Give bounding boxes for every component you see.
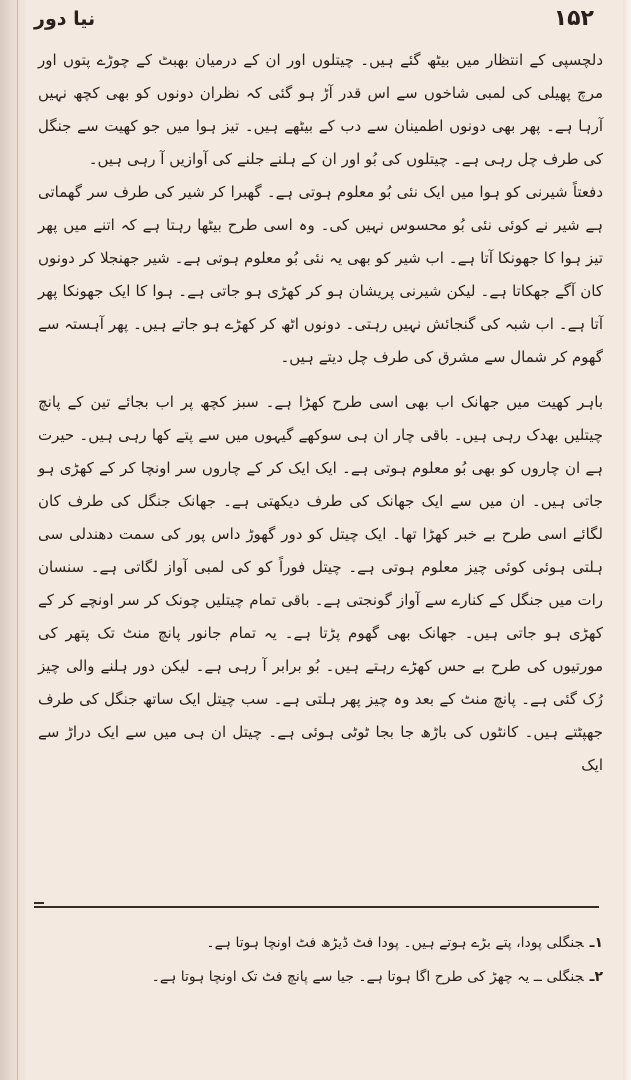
footnote-2	[60, 962, 603, 992]
paragraph-2: دفعتاً شیرنی کو ہوا میں ایک نئی بُو معلوم ہوتی ہے۔ گھبرا کر شیر کی طرف سر گھماتی ہے شیر نے کوئی نئی بُو محسوس نہیں کی۔ وہ اسی طرح بیٹھا رہتا ہے کہ اتنے میں پھر تیز ہوا کا جھونکا آتا ہے۔ اب شیر کو بھی یہ نئی بُو معلوم ہوتی ہے۔ شیر جھنجلا کر دونوں کان آگے جھکاتا ہے۔ لیکن شیرنی پریشان ہو کر کھڑی ہو جاتی ہے۔ ہوا کا ایک جھونکا پھر آتا ہے۔ اب شبہ کی گنجائش نہیں رہتی۔ دونوں اٹھ کر کھڑے ہو جاتے ہیں۔ پھر آہستہ سے گھوم کر شمال سے مشرق کی طرف چل دیتے ہیں۔	[38, 183, 603, 366]
footnotes	[60, 928, 603, 996]
page-edge	[623, 0, 631, 1080]
paragraph-1: دلچسپی کے انتظار میں بیٹھ گئے ہیں۔ چیتلوں اور ان کے درمیان بھبٹ کے چوڑے پتوں اور مرچ پھیلی کی لمبی شاخوں سے اس قدر آڑ ہو گئی کہ نظران دونوں کو بھی کچھ نہیں آرہا ہے۔ پھر بھی دونوں اطمینان سے دب کے بیٹھے ہیں۔ تیز ہوا میں جو کھیت سے جنگل کی طرف چل رہی ہے۔ چیتلوں کی بُو اور ان کے ہلنے جلنے کی آوازیں آ رہی ہیں۔	[38, 51, 603, 168]
footnote-text: جنگلی ــ یہ چھڑ کی طرح اگا ہوتا ہے۔ جیا سے پانچ فٹ تک اونچا ہوتا ہے۔	[151, 969, 584, 985]
body-text	[38, 44, 603, 782]
footnote-mark: ۱ـ	[589, 935, 603, 951]
paragraph-3: باہر کھیت میں جھانک اب بھی اسی طرح کھڑا ہے۔ سبز کچھ پر اب بجائے تین کے پانچ چیتلیں بھدک رہی ہیں۔ باقی چار ان ہی سوکھے گیہوں میں سے پتے کھا رہی ہیں۔ حیرت ہے ان چاروں کو بھی بُو معلوم ہوتی ہے۔ ایک ایک کر کے چاروں سر اونچا کر کے کھڑی ہو جاتی ہیں۔ ان میں سے ایک جھانک کی طرف دیکھتی ہے۔ جھانک جنگل کی طرف کان لگائے اسی طرح بے خبر کھڑا تھا۔ ایک چیتل کو دور گھوڑ داس پور کی سمت دھندلی سی ہلتی ہوئی کوئی چیز معلوم ہوتی ہے۔ چیتل فوراً کو کی لمبی آواز لگاتی ہے۔ سنسان رات میں جنگل کے کنارے سے آواز گونجتی ہے۔ باقی تمام چیتلیں چونک کر سر اونچے کر کے کھڑی ہو جاتی ہیں۔ جھانک بھی گھوم پڑتا ہے۔ یہ تمام جانور پانچ منٹ تک پتھر کی مورتیوں کی طرح بے حس کھڑے رہتے ہیں۔ بُو برابر آ رہی ہے۔ لیکن دور ہلنے والی چیز رُک گئی ہے۔ پانچ منٹ کے بعد وہ چیز پھر ہلتی ہے۔ سب چیتل ایک ساتھ جنگل کی طرف جھپٹتے ہیں۔ کانٹوں کی باڑھ جا بجا ٹوٹی ہوئی ہے۔ چیتل ان ہی میں سے ایک دراڑ سے ایک	[38, 393, 603, 774]
page-number: ۱۵۲	[553, 6, 594, 31]
footnote-text: جنگلی پودا، پتے بڑے ہوتے ہیں۔ پودا فٹ ڈیڑھ فٹ اونچا ہوتا ہے۔	[206, 935, 584, 951]
footnote-1	[60, 928, 603, 958]
running-title: نیا دور	[34, 8, 96, 30]
footnote-rule-tick	[34, 902, 44, 904]
gutter-line	[17, 0, 18, 1080]
page-gutter	[0, 0, 26, 1080]
footnote-mark: ۲ـ	[589, 969, 603, 985]
footnote-rule	[34, 906, 599, 908]
page-header	[34, 4, 604, 44]
